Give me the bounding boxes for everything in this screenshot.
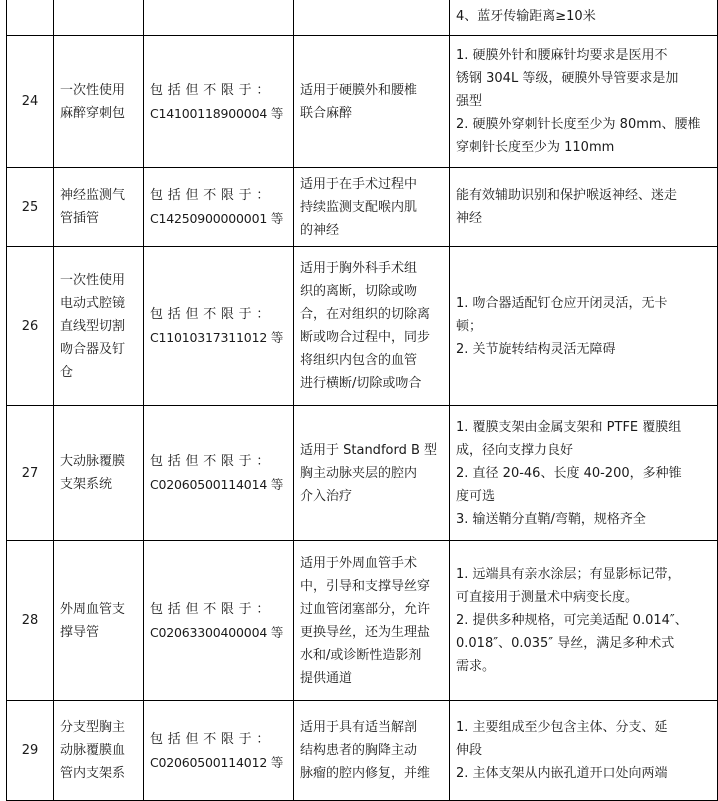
requirement-line: 度可选 [456,488,496,504]
name-line: 神经监测气 [60,188,126,203]
scope-of-use [294,168,450,247]
product-code [144,541,294,701]
requirement-line: 1. 远端具有亲水涂层；有显影标记带， [456,567,681,582]
product-requirements-table [6,0,718,801]
technical-requirements [450,0,718,36]
code-value: C02063300400004 等 [150,624,284,640]
scope-line: 更换导丝，还为生理盐 [300,624,431,640]
requirement-line: 锈钢 304L 等级，硬膜外导管要求是加 [456,71,679,86]
scope-line: 联合麻醉 [300,105,353,121]
product-name [54,0,144,36]
scope-line: 适用于在手术过程中 [300,176,418,192]
scope-line: 适用于外周血管手术 [300,555,418,571]
row-number: 29 [7,701,54,801]
scope-line: 过血管闭塞部分，允许 [300,601,431,617]
product-code [144,168,294,247]
requirement-line: 2. 提供多种规格，可完美适配 0.014″、 [456,613,688,628]
code-prefix: 包 括 但 不 限 于 ： [150,188,270,203]
requirement-line: 1. 主要组成至少包含主体、分支、延 [456,720,668,735]
table-row [7,247,718,406]
code-value: C02060500114012 等 [150,754,284,770]
scope-of-use [294,247,450,406]
product-name [54,701,144,801]
table-row [7,36,718,168]
code-value: C11010317311012 等 [150,330,284,345]
technical-requirements [450,406,718,541]
requirement-line: 1. 硬膜外针和腰麻针均要求是医用不 [456,48,668,63]
requirement-line: 1. 吻合器适配钉仓应开闭灵活，无卡 [456,295,668,311]
scope-of-use [294,36,450,168]
requirement-line: 1. 覆膜支架由金属支架和 PTFE 覆膜组 [456,419,682,435]
scope-of-use [294,701,450,801]
scope-line: 中，引导和支撑导丝穿 [300,578,431,594]
code-prefix: 包 括 但 不 限 于 ： [150,307,270,322]
product-name [54,247,144,406]
requirement-line: 2. 主体支架从内嵌孔道开口处向两端 [456,766,668,781]
requirement-line: 神经 [456,211,483,226]
product-code [144,406,294,541]
code-prefix: 包 括 但 不 限 于 ： [150,731,270,747]
scope-line: 适用于具有适当解剖 [300,720,418,735]
scope-line: 合，在对组织的切除离 [300,307,431,322]
name-line: 管内支架系 [60,766,126,781]
code-value: C14250900000001 等 [150,211,284,226]
requirement-line: 2. 关节旋转结构灵活无障碍 [456,341,616,357]
product-name [54,406,144,541]
product-name [54,541,144,701]
requirement-line: 可直接用于测量术中病变长度。 [456,590,639,605]
name-line: 电动式腔镜 [60,295,126,311]
scope-line: 提供通道 [300,670,353,686]
product-code [144,0,294,36]
scope-line: 水和/或诊断性造影剂 [300,647,422,663]
scope-line: 胸主动脉夹层的腔内 [300,465,418,481]
requirement-line: 穿刺针长度至少为 110mm [456,140,615,155]
row-number: 27 [7,406,54,541]
name-line: 分支型胸主 [60,720,126,735]
name-line: 麻醉穿刺包 [60,105,126,121]
scope-line: 将组织内包含的血管 [300,353,418,368]
name-line: 吻合器及钉 [60,341,126,357]
name-line: 一次性使用 [60,272,126,288]
code-prefix: 包 括 但 不 限 于 ： [150,601,270,617]
technical-requirements [450,36,718,168]
code-value: C02060500114014 等 [150,477,284,492]
name-line: 外周血管支 [60,601,126,617]
scope-line: 结构患者的胸降主动 [300,743,418,758]
row-number: 28 [7,541,54,701]
name-line: 一次性使用 [60,82,126,98]
requirement-line: 4、蓝牙传输距离≥10米 [456,8,596,24]
technical-requirements [450,541,718,701]
table-row [7,541,718,701]
scope-line: 持续监测支配喉内肌 [300,199,418,215]
technical-requirements [450,247,718,406]
row-number: 25 [7,168,54,247]
scope-line: 进行横断/切除或吻合 [300,376,422,391]
code-prefix: 包 括 但 不 限 于 ： [150,454,270,469]
scope-line: 脉瘤的腔内修复，并维 [300,766,431,781]
scope-line: 断或吻合过程中，同步 [300,330,431,345]
scope-line: 织的离断，切除或吻 [300,284,418,299]
table-body [7,0,718,801]
name-line: 仓 [60,364,74,380]
requirement-line: 2. 硬膜外穿刺针长度至少为 80mm、腰椎 [456,117,701,132]
name-line: 动脉覆膜血 [60,743,126,758]
requirement-line: 3. 输送鞘分直鞘/弯鞘，规格齐全 [456,511,646,527]
requirement-line: 需求。 [456,659,496,674]
name-line: 大动脉覆膜 [60,454,126,469]
scope-of-use [294,541,450,701]
table-row [7,701,718,801]
technical-requirements [450,701,718,801]
technical-requirements [450,168,718,247]
name-line: 支架系统 [60,477,113,492]
scope-line: 的神经 [300,222,340,238]
name-line: 管插管 [60,211,100,226]
row-number: 24 [7,36,54,168]
product-code [144,247,294,406]
scope-line: 介入治疗 [300,488,353,504]
table-row [7,0,718,36]
name-line: 撑导管 [60,624,100,640]
row-number: 26 [7,247,54,406]
requirement-line: 0.018″、0.035″ 导丝，满足多种术式 [456,636,675,651]
product-code [144,701,294,801]
code-prefix: 包 括 但 不 限 于 ： [150,82,270,98]
name-line: 直线型切割 [60,318,126,334]
requirement-line: 2. 直径 20-46、长度 40-200，多种锥 [456,465,682,481]
row-number [7,0,54,36]
scope-line: 适用于 Standford B 型 [300,442,438,458]
requirement-line: 顿； [456,318,483,334]
requirement-line: 成，径向支撑力良好 [456,442,574,458]
product-name [54,36,144,168]
scope-line: 适用于胸外科手术组 [300,261,418,276]
code-value: C14100118900004 等 [150,105,284,121]
scope-of-use [294,0,450,36]
requirement-line: 伸段 [456,743,483,758]
requirement-line: 强型 [456,94,483,109]
product-name [54,168,144,247]
product-code [144,36,294,168]
requirement-line: 能有效辅助识别和保护喉返神经、迷走 [456,188,678,203]
table-row [7,168,718,247]
scope-line: 适用于硬膜外和腰椎 [300,82,418,98]
scope-of-use [294,406,450,541]
table-row [7,406,718,541]
